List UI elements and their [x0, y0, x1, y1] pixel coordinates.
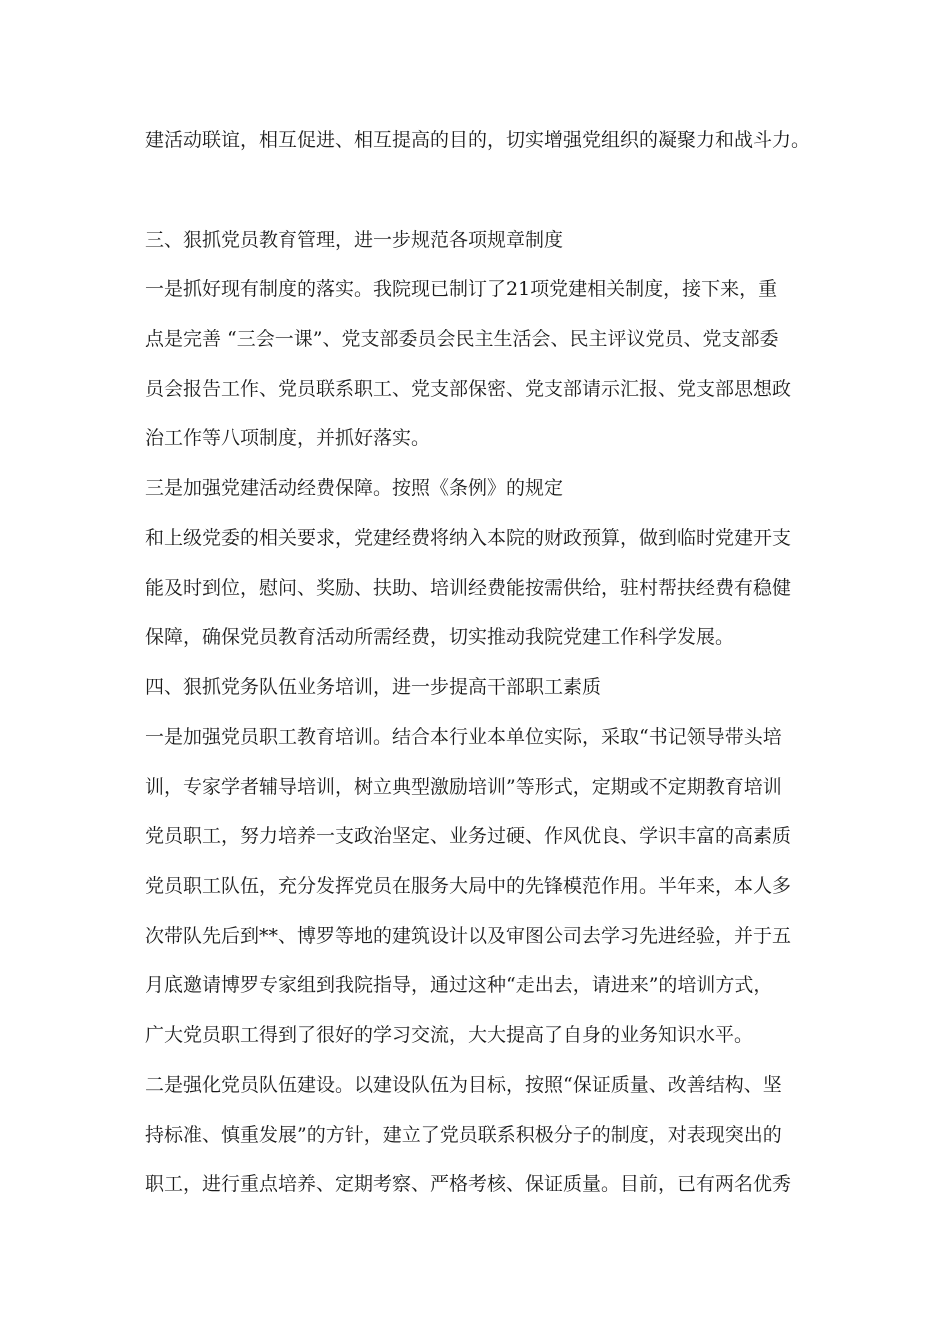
paragraph-line: 和上级党委的相关要求，党建经费将纳入本院的财政预算，做到临时党建开支	[145, 527, 792, 549]
paragraph-line: 次带队先后到**、博罗等地的建筑设计以及审图公司去学习先进经验，并于五	[145, 925, 792, 947]
paragraph-line: 能及时到位，慰问、奖励、扶助、培训经费能按需供给，驻村帮扶经费有稳健	[145, 577, 792, 599]
paragraph-line: 保障，确保党员教育活动所需经费，切实推动我院党建工作科学发展。	[145, 626, 735, 648]
paragraph-line: 党员职工队伍，充分发挥党员在服务大局中的先锋模范作用。半年来，本人多	[145, 875, 792, 897]
paragraph-line: 训，专家学者辅导培训，树立典型激励培训”等形式，定期或不定期教育培训	[145, 776, 782, 798]
paragraph-line: 三是加强党建活动经费保障。按照《条例》的规定	[145, 477, 564, 499]
section-heading: 三、狠抓党员教育管理，进一步规范各项规章制度	[145, 229, 564, 251]
paragraph-line: 月底邀请博罗专家组到我院指导，通过这种“走出去，请进来”的培训方式，	[145, 974, 773, 996]
paragraph-line: 广大党员职工得到了很好的学习交流，大大提高了自身的业务知识水平。	[145, 1024, 754, 1046]
paragraph-line: 建活动联谊，相互促进、相互提高的目的，切实增强党组织的凝聚力和战斗力。	[145, 129, 811, 151]
section-heading: 四、狠抓党务队伍业务培训，进一步提高干部职工素质	[145, 676, 602, 698]
paragraph-line: 治工作等八项制度，并抓好落实。	[145, 427, 431, 449]
paragraph-line: 员会报告工作、党员联系职工、党支部保密、党支部请示汇报、党支部思想政	[145, 378, 792, 400]
paragraph-line: 一是抓好现有制度的落实。我院现已制订了21项党建相关制度，接下来，重	[145, 278, 778, 300]
paragraph-line: 二是强化党员队伍建设。以建设队伍为目标，按照“保证质量、改善结构、坚	[145, 1074, 782, 1096]
paragraph-line: 持标准、慎重发展”的方针，建立了党员联系积极分子的制度，对表现突出的	[145, 1124, 782, 1146]
paragraph-line: 点是完善 “三会一课”、党支部委员会民主生活会、民主评议党员、党支部委	[145, 328, 779, 350]
paragraph-line: 一是加强党员职工教育培训。结合本行业本单位实际，采取“书记领导带头培	[145, 726, 782, 748]
paragraph-line: 职工，进行重点培养、定期考察、严格考核、保证质量。目前，已有两名优秀	[145, 1173, 792, 1195]
paragraph-line: 党员职工，努力培养一支政治坚定、业务过硬、作风优良、学识丰富的高素质	[145, 825, 792, 847]
